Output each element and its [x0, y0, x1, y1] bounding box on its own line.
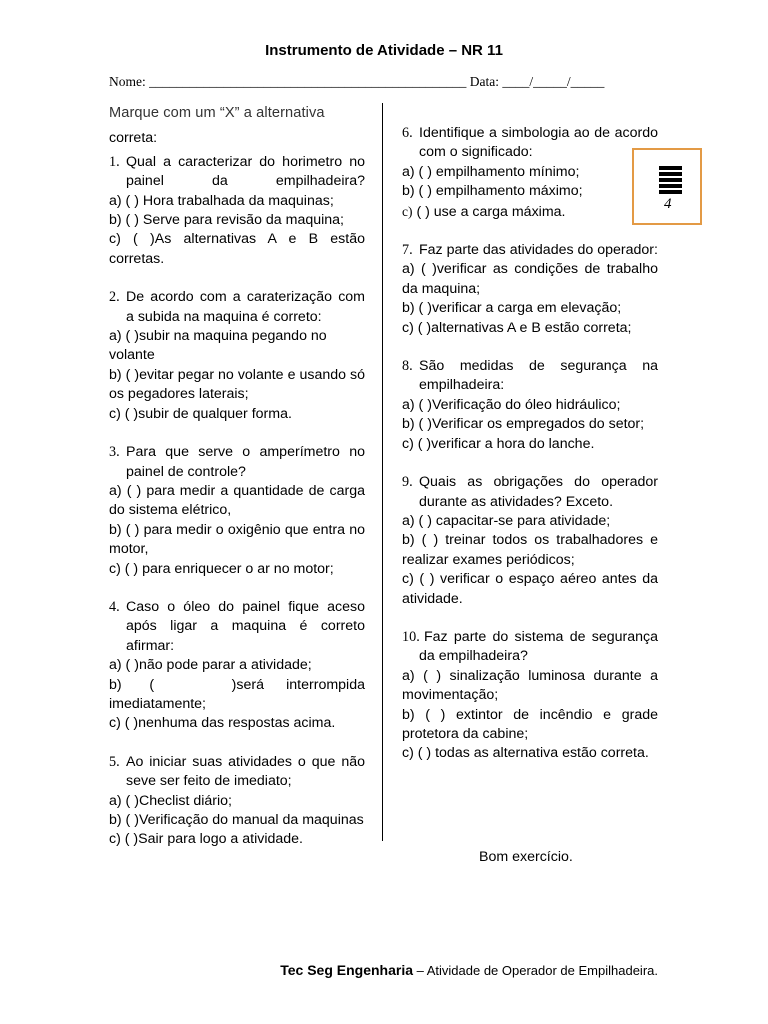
question-number: 1.: [109, 153, 120, 170]
footer-brand: Tec Seg Engenharia: [280, 962, 413, 978]
stacking-limit-icon: [659, 166, 682, 196]
question-text: 4. Caso o óleo do painel fique aceso após ligar a maquina é correto afirmar:: [109, 598, 365, 654]
option-a: a) ( ) Hora trabalhada da maquinas;: [109, 192, 334, 209]
option-a: a) ( )verificar as condições de trabalho da maquina;: [402, 261, 658, 297]
option-c: c) ( )alternativas A e B estão correta;: [402, 319, 632, 336]
option-c: c) ( )nenhuma das respostas acima.: [109, 715, 336, 732]
option-b: b) ( )evitar pegar no volante e usando só os pegadores laterais;: [109, 366, 365, 403]
stacking-number: 4: [664, 196, 672, 212]
question-number: 3.: [109, 444, 120, 461]
question-10: [402, 628, 658, 764]
option-b: b) ( )será interrompida imediatamente;: [109, 676, 369, 712]
question-9: [402, 473, 658, 609]
option-c: c) ( ) todas as alternativa estão correta.: [402, 745, 649, 762]
question-number: 6.: [402, 125, 413, 141]
option-b: b) ( )Verificar os empregados do setor;: [402, 416, 645, 433]
option-c: c) ( ) para enriquecer o ar no motor;: [109, 560, 334, 577]
option-a: a) ( )Verificação do óleo hidráulico;: [402, 396, 621, 413]
question-number: 10.: [402, 628, 420, 645]
option-a: a) ( ) para medir a quantidade de carga do sistema elétrico,: [109, 482, 365, 519]
option-a: a) ( ) capacitar-se para atividade;: [402, 512, 611, 529]
question-1: [109, 153, 365, 269]
question-number: 8.: [402, 358, 413, 375]
left-column: [109, 104, 369, 850]
question-number: 2.: [109, 289, 120, 306]
option-b: b) ( ) para medir o oxigênio que entra no motor,: [109, 521, 365, 558]
question-text: 6. Identifique a simbologia ao de acordo com o significado:: [402, 125, 658, 161]
question-text: 8. São medidas de segurança na empilhadeira:: [402, 358, 658, 394]
option-b: b) ( ) treinar todos os trabalhadores e realizar exames periódicos;: [402, 532, 658, 568]
option-a: a) ( )Checlist diário;: [109, 792, 232, 809]
option-b: b) ( )Verificação do manual da maquinas: [109, 812, 364, 828]
date-blank: ____/_____/_____: [502, 74, 605, 89]
question-number: 7.: [402, 242, 413, 259]
option-c: c) ( ) verificar o espaço aéreo antes da atividade.: [402, 571, 658, 607]
option-b: b) ( )verificar a carga em elevação;: [402, 300, 622, 317]
option-b: b) ( ) Serve para revisão da maquina;: [109, 212, 344, 229]
question-text: 10. Faz parte do sistema de segurança da empilhadeira?: [402, 628, 658, 665]
option-a: a) ( ) empilhamento mínimo;: [402, 163, 580, 180]
question-3: [109, 443, 365, 579]
date-label: Data:: [469, 74, 499, 89]
document-title: Instrumento de Atividade – NR 11: [265, 42, 503, 59]
question-7: [402, 241, 658, 338]
question-4: [109, 598, 369, 734]
closing-message: Bom exercício.: [479, 849, 573, 865]
instruction-line-1: Marque com um “X” a alternativa: [109, 105, 325, 121]
question-text: 3. Para que serve o amperímetro no painel de controle?: [109, 444, 365, 480]
option-b: b) ( ) extintor de incêndio e grade protetora da cabine;: [402, 706, 658, 742]
question-text: 2. De acordo com a caraterização com a subida na maquina é correto:: [109, 289, 365, 325]
question-text: 7. Faz parte das atividades do operador:: [402, 241, 658, 260]
option-c: c) ( )verificar a hora do lanche.: [402, 435, 595, 452]
question-number: 4.: [109, 598, 120, 615]
question-number: 5.: [109, 753, 120, 770]
question-2: [109, 288, 365, 424]
option-c: c) ( )subir de qualquer forma.: [109, 405, 292, 422]
question-number: 9.: [402, 474, 413, 491]
option-a: a) ( )não pode parar a atividade;: [109, 657, 312, 674]
stacking-symbol-box: [632, 148, 702, 225]
footer: [0, 962, 658, 978]
name-blank: _______________________________________________: [149, 74, 467, 89]
column-divider: [382, 103, 383, 841]
name-label: Nome:: [109, 74, 146, 89]
question-5: [109, 753, 365, 850]
option-a: a) ( )subir na maquina pegando no volante: [109, 328, 327, 364]
option-a: a) ( ) sinalização luminosa durante a movimentação;: [402, 667, 658, 704]
instruction-line-2: correta:: [109, 130, 158, 147]
footer-subtitle: – Atividade de Operador de Empilhadeira.: [413, 963, 658, 978]
option-c: c) ( )As alternativas A e B estão corretas.: [109, 231, 365, 267]
question-text: 1. Qual a caracterizar do horimetro no painel da empilhadeira?: [109, 153, 365, 190]
right-column: [402, 124, 658, 764]
question-text: 5. Ao iniciar suas atividades o que não seve ser feito de imediato;: [109, 753, 365, 790]
question-text: 9. Quais as obrigações do operador durante as atividades? Exceto.: [402, 474, 658, 510]
question-6: [402, 124, 658, 222]
option-c: c) ( ) use a carga máxima.: [402, 203, 566, 220]
name-date-line: [109, 74, 604, 90]
option-b: b) ( ) empilhamento máximo;: [402, 183, 583, 200]
question-8: [402, 357, 658, 454]
option-c: c) ( )Sair para logo a atividade.: [109, 831, 303, 848]
